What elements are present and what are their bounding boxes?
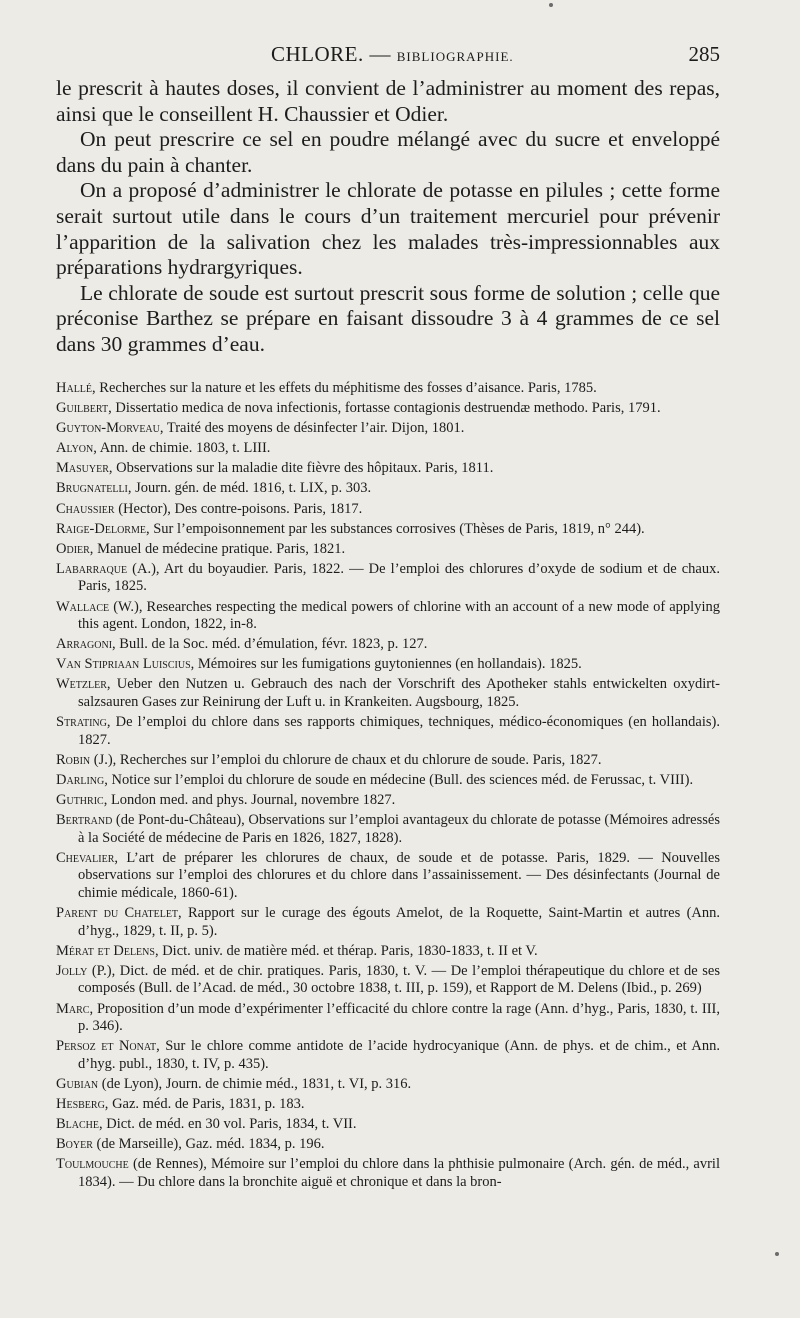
entry-author: Bertrand [56,812,113,829]
bibliography-entry [56,1038,720,1073]
bibliography-entry [56,772,720,790]
entry-author: Boyer [56,1136,93,1153]
running-title-main: CHLORE. — [271,42,391,66]
entry-text: Observations sur la maladie dite fièvre des hôpitaux. Paris, 1811. [112,460,494,477]
bibliography-entry [56,400,720,418]
bibliography-entry [56,541,720,559]
entry-text: (de Marseille), Gaz. méd. 1834, p. 196. [92,1136,325,1153]
entry-text: Notice sur l’emploi du chlorure de soude en médecine (Bull. des sciences méd. de Ferussac, t. VIII). [107,771,694,788]
entry-text: Proposition d’un mode d’expérimenter l’efficacité du chlore contre la rage (Ann. d’hyg., Paris, 1830, t. III, p. 346). [78,1000,720,1035]
bibliography-entry [56,1116,720,1134]
entry-text: (de Rennes), Mémoire sur l’emploi du chlore dans la phthisie pulmonaire (Arch. gén. de méd., avril 1834). — Du chlore dans la bronchite aiguë et chronique et dans la bron- [78,1156,720,1190]
bibliography-entry [56,792,720,810]
bibliography-entry [56,599,720,634]
entry-text: Dict. de méd. en 30 vol. Paris, 1834, t. VII. [102,1116,357,1133]
entry-text: (J.), Recherches sur l’emploi du chlorure de chaux et du chlorure de soude. Paris, 1827. [90,751,602,768]
entry-author: Wallace [56,598,110,615]
page-number: 285 [688,42,720,66]
entry-author: Hesberg, [56,1095,109,1112]
entry-author: Raige-Delorme, [56,520,150,537]
paragraph: le prescrit à hautes doses, il convient de l’administrer au moment des repas, ainsi que le conseillent H. Chaussier et Odier. [56,76,720,126]
entry-author: Toulmouche [56,1156,129,1173]
entry-text: Journ. gén. de méd. 1816, t. LIX, p. 303. [131,480,372,497]
page-speck [549,3,553,7]
paragraph: Le chlorate de soude est surtout prescrit sous forme de solution ; celle que préconise Barthez se prépare en faisant dissoudre 3 à 4 grammes de ce sel dans 30 grammes d’eau. [56,280,720,356]
bibliography-entry [56,714,720,749]
entry-author: Strating, [56,714,111,731]
entry-text: Gaz. méd. de Paris, 1831, p. 183. [108,1095,305,1112]
entry-author: Labarraque [56,560,128,577]
entry-text: Bull. de la Soc. méd. d’émulation, févr. 1823, p. 127. [115,636,428,653]
entry-text: (P.), Dict. de méd. et de chir. pratiques. Paris, 1830, t. V. — De l’emploi thérapeutique du chlore et de ses composés (Bull. de l’Acad. de méd., 30 octobre 1838, t. III, p. 159), et Rapport de M. Delens (Ibid., p. 269) [78,962,720,997]
entry-author: Parent du Chatelet, [56,905,182,922]
entry-text: London med. and phys. Journal, novembre 1827. [107,791,396,808]
entry-author: Darling, [56,771,108,788]
bibliography-entry [56,480,720,498]
entry-text: (de Pont-du-Château), Observations sur l’emploi avantageux du chlorate de potasse (Mémoires adressés à la Société de médecine de Paris en 1826, 1827, 1828). [78,812,720,846]
paragraph: On a proposé d’administrer le chlorate de potasse en pilules ; cette forme serait surtout utile dans le cours d’un traitement mercuriel pour prévenir l’apparition de la salivation chez les malades très-impressionnables aux préparations hydrargyriques. [56,178,720,280]
entry-text: Rapport sur le curage des égouts Amelot, de la Roquette, Saint-Martin et autres (Ann. d’hyg., 1829, t. II, p. 5). [78,905,721,939]
entry-author: Gubian [56,1075,99,1092]
bibliography-entry [56,420,720,438]
bibliography-entry [56,380,720,398]
bibliography-entry [56,656,720,674]
entry-author: Jolly [56,962,88,979]
bibliography-entry [56,1001,720,1036]
body-text [56,76,720,358]
bibliography-entry [56,561,720,596]
entry-author: Odier, [56,540,94,557]
entry-text: Dissertatio medica de nova infectionis, fortasse contagionis destruendæ methodo. Paris, 1791. [111,400,661,417]
entry-author: Persoz et Nonat, [56,1038,160,1055]
bibliography-entry [56,1136,720,1154]
entry-author: Van Stipriaan Luiscius, [56,656,195,673]
bibliography-entry [56,1156,720,1191]
entry-text: (W.), Researches respecting the medical powers of chlorine with an account of a new mode of applying this agent. London, 1822, in-8. [78,598,720,633]
entry-author: Marc, [56,1000,94,1017]
bibliography-entry [56,1096,720,1114]
bibliography-entry [56,440,720,458]
entry-text: Ueber den Nutzen u. Gebrauch des nach der Vorschrift des Apotheker stahls entwickelten oxydirt-salzsauren Gases zur Reinirung der Luft u. in Krankeiten. Augsbourg, 1825. [78,676,720,710]
entry-text: Sur le chlore comme antidote de l’acide hydrocyanique (Ann. de phys. et de chim., et Ann. d’hyg. publ., 1830, t. IV, p. 435). [78,1038,720,1072]
bibliography-list [56,380,720,1194]
entry-author: Chaussier [56,500,115,517]
entry-author: Wetzler, [56,676,111,693]
entry-text: Sur l’empoisonnement par les substances corrosives (Thèses de Paris, 1819, n° 244). [149,520,645,537]
entry-text: Recherches sur la nature et les effets du méphitisme des fosses d’aisance. Paris, 1785. [95,380,597,396]
bibliography-entry [56,752,720,770]
entry-author: Brugnatelli, [56,480,132,497]
entry-text: Manuel de médecine pratique. Paris, 1821. [93,540,346,557]
entry-text: (de Lyon), Journ. de chimie méd., 1831, t. VI, p. 316. [98,1075,412,1092]
bibliography-entry [56,812,720,847]
entry-text: Ann. de chimie. 1803, t. LIII. [96,440,271,457]
bibliography-entry [56,676,720,711]
entry-text: (Hector), Des contre-poisons. Paris, 1817. [114,500,363,517]
entry-author: Hallé, [56,380,96,396]
entry-author: Robin [56,751,91,768]
bibliography-entry [56,521,720,539]
entry-author: Guilbert, [56,400,112,417]
entry-author: Alyon, [56,440,97,457]
bibliography-entry [56,501,720,519]
bibliography-entry [56,905,720,940]
entry-text: Traité des moyens de désinfecter l’air. Dijon, 1801. [163,420,465,437]
entry-text: (A.), Art du boyaudier. Paris, 1822. — De l’emploi des chlorures d’oxyde de sodium et de chaux. Paris, 1825. [78,560,720,595]
bibliography-entry [56,963,720,998]
entry-text: De l’emploi du chlore dans ses rapports chimiques, techniques, médico-économiques (en hollandais). 1827. [78,714,720,748]
running-header [56,42,720,70]
entry-author: Blache, [56,1116,103,1133]
bibliography-entry [56,460,720,478]
running-title [271,42,514,67]
running-title-sub: BIBLIOGRAPHIE. [396,49,514,64]
entry-author: Arragoni, [56,636,116,653]
entry-author: Chevalier, [56,849,118,866]
bibliography-entry [56,636,720,654]
entry-text: Mémoires sur les fumigations guytoniennes (en hollandais). 1825. [194,656,582,673]
bibliography-entry [56,1076,720,1094]
bibliography-entry [56,850,720,903]
entry-author: Guthric, [56,791,108,808]
entry-author: Mérat et Delens, [56,942,159,959]
bibliography-entry [56,943,720,961]
paragraph: On peut prescrire ce sel en poudre mélangé avec du sucre et enveloppé dans du pain à chanter. [56,127,720,177]
entry-text: Dict. univ. de matière méd. et thérap. Paris, 1830-1833, t. II et V. [158,942,538,959]
page-speck [775,1252,779,1256]
entry-text: L’art de préparer les chlorures de chaux, de soude et de potasse. Paris, 1829. — Nouvelles observations sur l’emploi des chlorures et du chlore dans l’assainissement. — Des désinfectants (Journal de chimie médicale, 1860-61). [78,849,720,901]
entry-author: Masuyer, [56,460,113,477]
entry-author: Guyton-Morveau, [56,420,164,437]
